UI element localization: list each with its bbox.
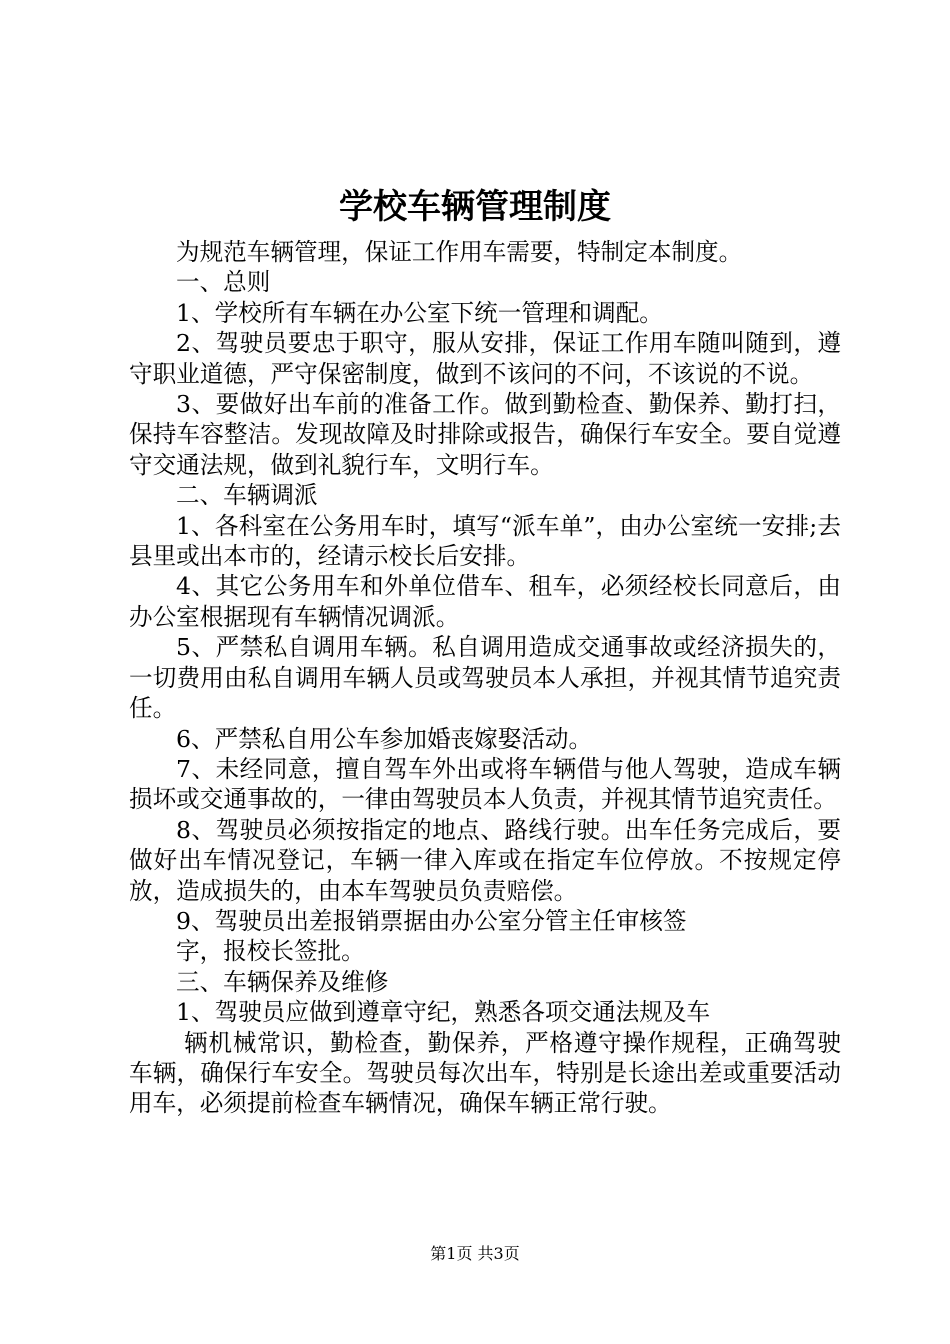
paragraph-item: 3、要做好出车前的准备工作。做到勤检查、勤保养、勤打扫，保持车容整洁。发现故障及时排除或报告，确保行车安全。要自觉遵守交通法规，做到礼貌行车，文明行车。 xyxy=(129,390,841,479)
paragraph-item: 2、驾驶员要忠于职守，服从安排，保证工作用车随叫随到，遵守职业道德，严守保密制度，做到不该问的不问，不该说的不说。 xyxy=(129,329,841,388)
section-heading-dispatch: 二、车辆调派 xyxy=(176,481,318,510)
paragraph-item: 7、未经同意，擅自驾车外出或将车辆借与他人驾驶，造成车辆损坏或交通事故的，一律由驾驶员本人负责，并视其情节追究责任。 xyxy=(129,754,841,814)
paragraph-continuation: 字，报校长签批。 xyxy=(176,937,365,966)
paragraph-item: 1、各科室在公务用车时，填写“派车单”，由办公室统一安排;去县里或出本市的，经请示校长后安排。 xyxy=(129,511,841,571)
paragraph-item: 9、驾驶员出差报销票据由办公室分管主任审核签 xyxy=(176,906,687,935)
paragraph-item: 1、学校所有车辆在办公室下统一管理和调配。 xyxy=(176,298,663,327)
document-title: 学校车辆管理制度 xyxy=(339,187,611,227)
paragraph-item: 1、驾驶员应做到遵章守纪，熟悉各项交通法规及车 xyxy=(176,998,711,1027)
paragraph-continuation: 辆机械常识，勤检查，勤保养，严格遵守操作规程，正确驾驶车辆，确保行车安全。驾驶员每次出车，特别是长途出差或重要活动用车，必须提前检查车辆情况，确保车辆正常行驶。 xyxy=(129,1028,841,1118)
paragraph-item: 4、其它公务用车和外单位借车、租车，必须经校长同意后，由办公室根据现有车辆情况调派。 xyxy=(129,572,841,631)
paragraph-item: 8、驾驶员必须按指定的地点、路线行驶。出车任务完成后，要做好出车情况登记，车辆一律入库或在指定车位停放。不按规定停放，造成损失的，由本车驾驶员负责赔偿。 xyxy=(129,815,841,905)
section-heading-general: 一、总则 xyxy=(176,268,271,297)
document-body xyxy=(129,237,841,1119)
paragraph-intro: 为规范车辆管理，保证工作用车需要，特制定本制度。 xyxy=(176,238,743,266)
page-number-footer: 第1页 共3页 xyxy=(430,1244,520,1263)
paragraph-item: 5、严禁私自调用车辆。私自调用造成交通事故或经济损失的，一切费用由私自调用车辆人员或驾驶员本人承担，并视其情节追究责任。 xyxy=(129,633,841,723)
paragraph-item: 6、严禁私自用公车参加婚丧嫁娶活动。 xyxy=(176,724,593,753)
section-heading-maintenance: 三、车辆保养及维修 xyxy=(176,967,389,996)
